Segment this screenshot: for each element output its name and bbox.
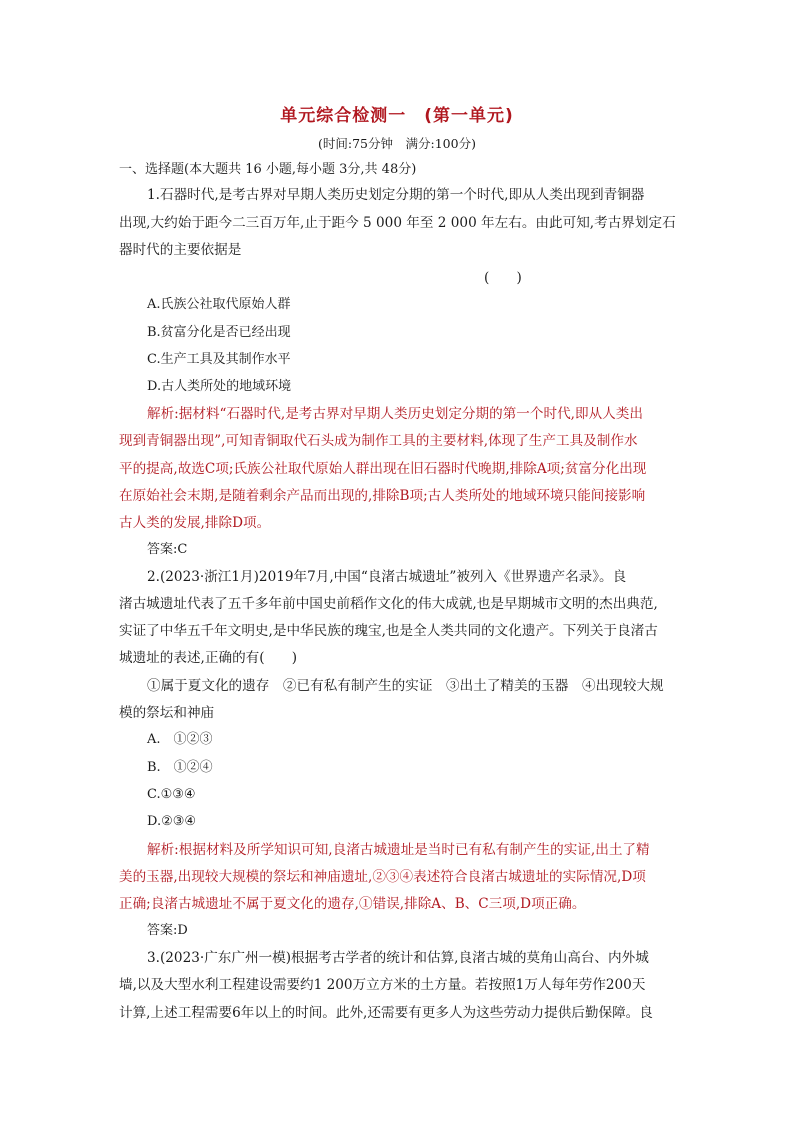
q1-option-c: C.生产工具及其制作水平 [147,352,291,367]
q1-option-a: A.氏族公社取代原始人群 [147,297,291,312]
q2-option-c: C.①③④ [147,787,196,802]
q2-statement-line: 模的祭坛和神庙 [119,705,215,721]
q1-stem-line: 器时代的主要依据是 [119,242,242,258]
q3-stem-line: 3.(2023·广东广州一模)根据考古学者的统计和估算,良渚古城的莫角山高台、内外城 [147,950,649,966]
q1-analysis-line: 古人类的发展,排除D项。 [119,515,271,531]
q1-answer: 答案:C [147,542,188,557]
q1-analysis-line: 解析:据材料“石器时代,是考古界对早期人类历史划定分期的第一个时代,即从人类出 [147,406,643,422]
q2-answer: 答案:D [147,923,188,938]
q2-analysis-line: 解析:根据材料及所学知识可知,良渚古城遗址是当时已有私有制产生的实证,出土了精 [147,842,650,858]
q1-stem-line: 出现,大约始于距今二三百万年,止于距今 5 000 年至 2 000 年左右。由此可知,考古界划定石 [119,215,676,231]
q2-stem-line: 2.(2023·浙江1月)2019年7月,中国“良渚古城遗址”被列入《世界遗产名录》。良 [147,569,627,585]
q2-analysis-line: 美的玉器,出现较大规模的祭坛和神庙遗址,②③④表述符合良渚古城遗址的实际情况,D项 [119,869,646,885]
q3-stem-line: 计算,上述工程需要6年以上的时间。此外,还需要有更多人为这些劳动力提供后勤保障。良 [119,1005,653,1021]
q1-analysis-line: 现到青铜器出现”,可知青铜取代石头成为制作工具的主要材料,体现了生产工具及制作水 [119,433,638,449]
q2-stem-line: 渚古城遗址代表了五千多年前中国史前稻作文化的伟大成就,也是早期城市文明的杰出典范, [119,596,658,612]
q2-stem-line: 城遗址的表述,正确的有( ) [119,650,298,666]
q1-analysis-line: 平的提高,故选C项;氏族公社取代原始人群出现在旧石器时代晚期,排除A项;贫富分化出现 [119,461,647,477]
q1-answer-bracket: ( ) [484,270,522,286]
q3-stem-line: 墙,以及大型水利工程建设需要约1 200万立方米的土方量。若按照1万人每年劳作200天 [119,977,646,993]
time-score-info: (时间:75分钟 满分:100分) [318,136,476,151]
q2-statement-line: ①属于夏文化的遗存 ②已有私有制产生的实证 ③出土了精美的玉器 ④出现较大规 [147,678,664,694]
section-heading: 一、选择题(本大题共 16 小题,每小题 3分,共 48分) [119,162,417,177]
q1-analysis-line: 在原始社会末期,是随着剩余产品而出现的,排除B项;古人类所处的地域环境只能间接影响 [119,488,646,504]
q1-option-d: D.古人类所处的地域环境 [147,379,292,394]
q2-option-d: D.②③④ [147,814,197,829]
q2-option-a: A. ①②③ [147,732,213,747]
q1-option-b: B.贫富分化是否已经出现 [147,325,291,340]
q1-stem-line: 1.石器时代,是考古界对早期人类历史划定分期的第一个时代,即从人类出现到青铜器 [147,187,645,203]
page-title: 单元综合检测一 (第一单元) [280,106,514,126]
q2-analysis-line: 正确;良渚古城遗址不属于夏文化的遗存,①错误,排除A、B、C三项,D项正确。 [119,896,586,912]
q2-option-b: B. ①②④ [147,760,213,775]
q2-stem-line: 实证了中华五千年文明史,是中华民族的瑰宝,也是全人类共同的文化遗产。下列关于良渚古 [119,623,658,639]
